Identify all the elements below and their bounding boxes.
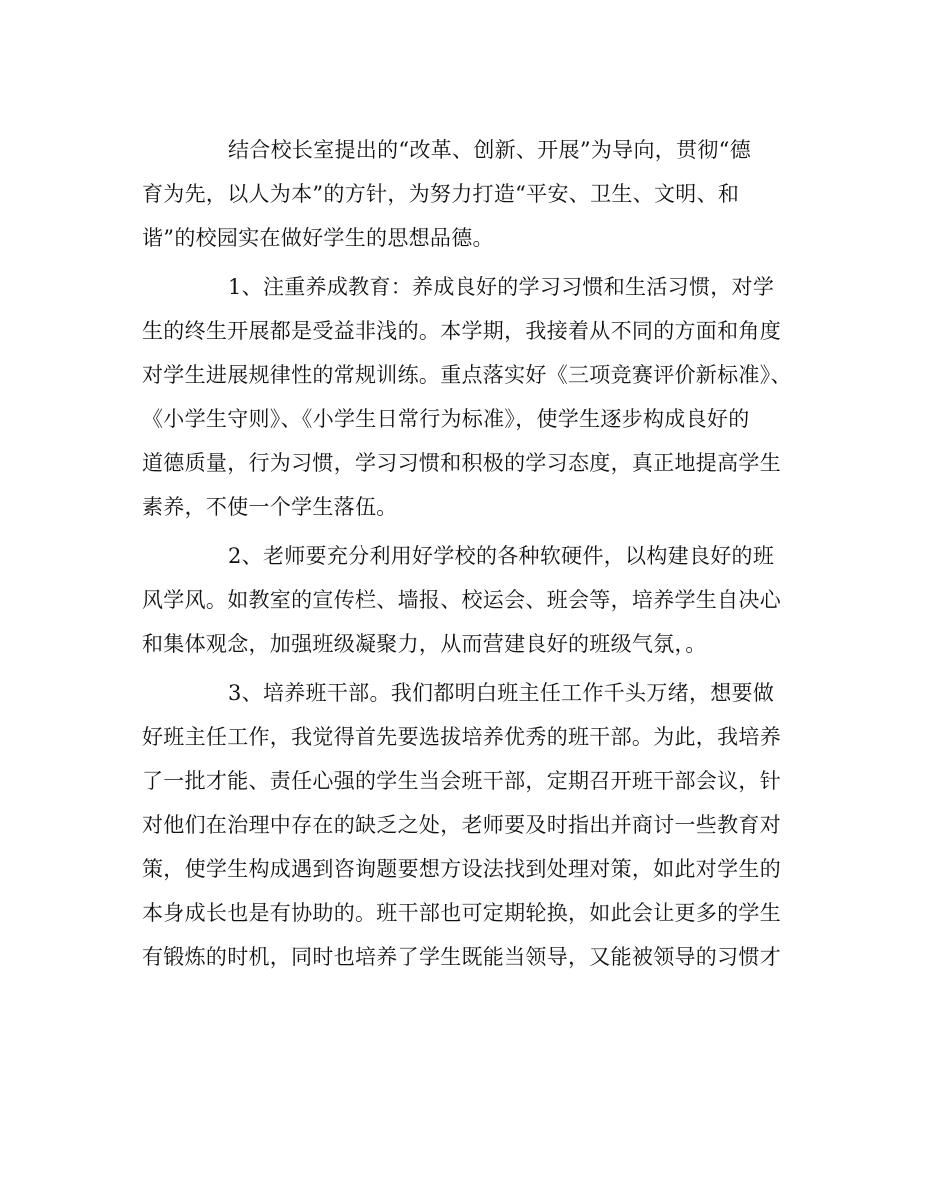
paragraph-intro-line: 育为先，以人为本”的方针，为努力打造“平安、卫生、文明、和 [142, 182, 740, 206]
paragraph-1-line: 《小学生守则》、《小学生日常行为标准》，使学生逐步构成良好的 [142, 407, 750, 431]
paragraph-3-line: 策，使学生构成遇到咨询题要想方设法找到处理对策，如此对学生的 [142, 857, 781, 881]
paragraph-3-line: 3、培养班干部。我们都明白班主任工作千头万绪，想要做 [228, 681, 775, 705]
document-body [142, 128, 814, 979]
paragraph-2-line: 2、老师要充分利用好学校的各种软硬件，以构建良好的班 [228, 544, 775, 568]
paragraph-2-line: 风学风。如教室的宣传栏、墙报、校运会、班会等，培养学生自决心 [142, 588, 781, 612]
paragraph-3-line: 对他们在治理中存在的缺乏之处，老师要及时指出并商讨一些教育对 [142, 813, 781, 837]
paragraph-1-line: 道德质量，行为习惯，学习习惯和积极的学习态度，真正地提高学生 [142, 451, 781, 475]
paragraph-3-line: 有锻炼的时机，同时也培养了学生既能当领导，又能被领导的习惯才 [142, 945, 781, 969]
paragraph-3-line: 好班主任工作，我觉得首先要选拔培养优秀的班干部。为此，我培养 [142, 725, 781, 749]
paragraph-intro-line: 结合校长室提出的“改革、创新、开展”为导向，贯彻“德 [228, 138, 752, 162]
paragraph-1-line: 生的终生开展都是受益非浅的。本学期，我接着从不同的方面和角度 [142, 319, 781, 343]
paragraph-1-line: 1、注重养成教育：养成良好的学习习惯和生活习惯，对学 [228, 275, 775, 299]
paragraph-3-line: 本身成长也是有协助的。班干部也可定期轮换，如此会让更多的学生 [142, 901, 781, 925]
paragraph-3-line: 了一批才能、责任心强的学生当会班干部，定期召开班干部会议，针 [142, 769, 781, 793]
paragraph-1-line: 对学生进展规律性的常规训练。重点落实好《三项竞赛评价新标准》、 [142, 363, 792, 387]
paragraph-1-line: 素养，不使一个学生落伍。 [142, 495, 398, 519]
paragraph-intro-line: 谐”的校园实在做好学生的思想品德。 [142, 226, 494, 250]
paragraph-2-line: 和集体观念，加强班级凝聚力，从而营建良好的班级气氛，。 [142, 632, 707, 656]
